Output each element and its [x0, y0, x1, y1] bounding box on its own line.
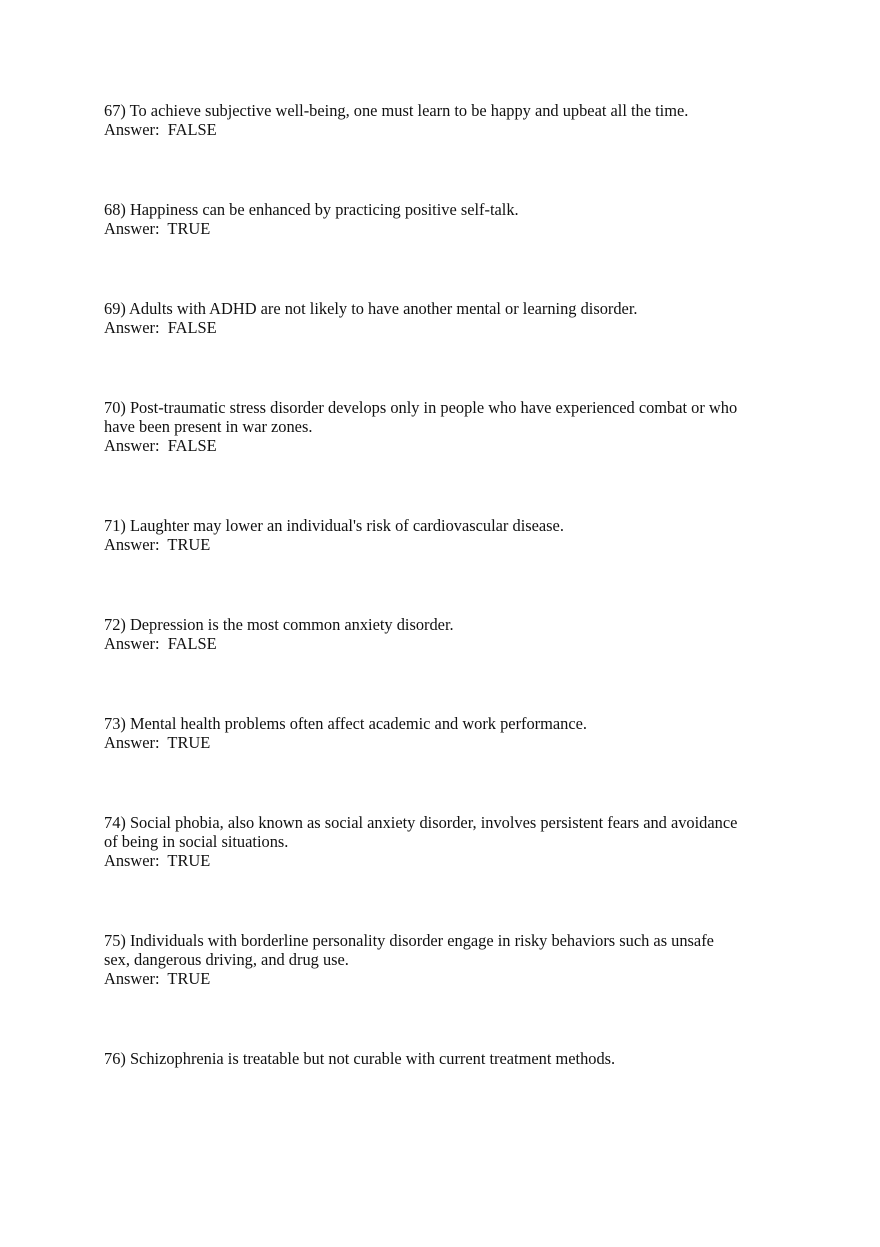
- question-item: [104, 813, 804, 870]
- answer-text: Answer: TRUE: [104, 219, 211, 238]
- answer-text: Answer: FALSE: [104, 318, 217, 337]
- answer-text: Answer: FALSE: [104, 120, 217, 139]
- question-text: 71) Laughter may lower an individual's risk of cardiovascular disease.: [104, 516, 564, 535]
- question-item: [104, 714, 804, 752]
- question-text: 70) Post-traumatic stress disorder develops only in people who have experienced combat or who: [104, 398, 738, 417]
- question-text: sex, dangerous driving, and drug use.: [104, 950, 349, 969]
- question-text: 68) Happiness can be enhanced by practicing positive self-talk.: [104, 200, 519, 219]
- question-text: 69) Adults with ADHD are not likely to have another mental or learning disorder.: [104, 299, 638, 318]
- question-item: [104, 398, 804, 455]
- question-item: [104, 299, 804, 337]
- question-item: [104, 200, 804, 238]
- question-text: 72) Depression is the most common anxiety disorder.: [104, 615, 454, 634]
- question-text: 75) Individuals with borderline personality disorder engage in risky behaviors such as unsafe: [104, 931, 714, 950]
- question-text: 73) Mental health problems often affect academic and work performance.: [104, 714, 588, 733]
- question-item: [104, 615, 804, 653]
- question-item: [104, 931, 804, 988]
- question-text: 67) To achieve subjective well-being, one must learn to be happy and upbeat all the time.: [104, 101, 689, 120]
- document-page: [104, 101, 804, 1129]
- question-text: of being in social situations.: [104, 832, 289, 851]
- answer-text: Answer: FALSE: [104, 634, 217, 653]
- answer-text: Answer: TRUE: [104, 733, 211, 752]
- question-text: 74) Social phobia, also known as social anxiety disorder, involves persistent fears and avoidance: [104, 813, 738, 832]
- question-text: have been present in war zones.: [104, 417, 313, 436]
- question-item: [104, 516, 804, 554]
- answer-text: Answer: TRUE: [104, 851, 211, 870]
- answer-text: Answer: FALSE: [104, 436, 217, 455]
- question-item: [104, 101, 804, 139]
- answer-text: Answer: TRUE: [104, 969, 211, 988]
- answer-text: Answer: TRUE: [104, 535, 211, 554]
- question-item: [104, 1049, 804, 1068]
- question-text: 76) Schizophrenia is treatable but not curable with current treatment methods.: [104, 1049, 616, 1068]
